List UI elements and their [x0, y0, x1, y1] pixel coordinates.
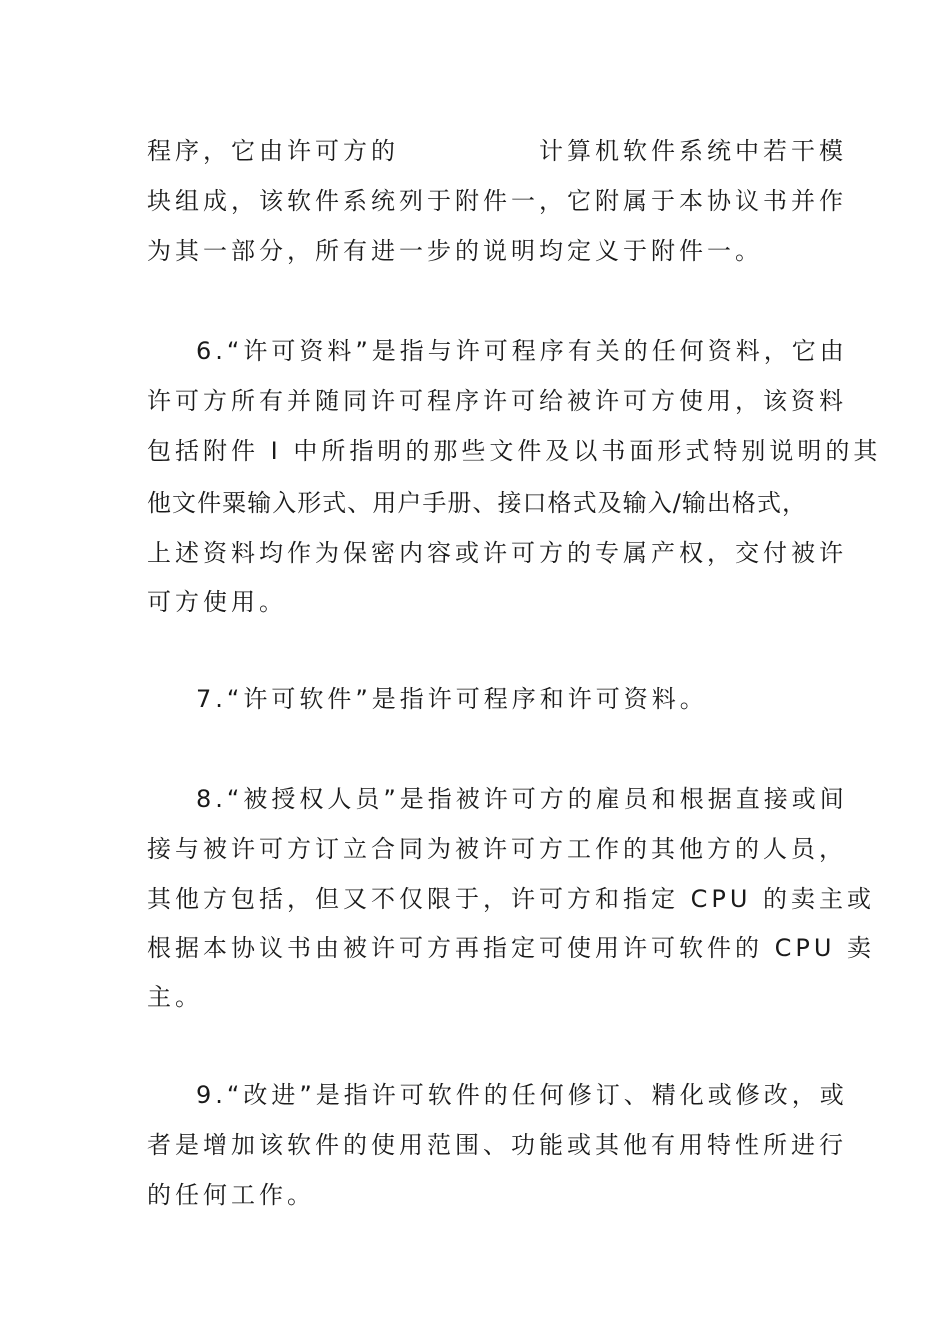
- paragraph-9-line-3: 的任何工作。: [147, 1181, 315, 1209]
- text-before-blank: 程序，它由许可方的: [147, 137, 399, 165]
- paragraph-9-line-2: 者是增加该软件的使用范围、功能或其他有用特性所进行: [147, 1131, 847, 1159]
- paragraph-6-line-1: 6.“许可资料”是指与许可程序有关的任何资料，它由: [196, 337, 848, 365]
- paragraph-7-line-1: 7.“许可软件”是指许可程序和许可资料。: [196, 685, 708, 713]
- paragraph-8-line-2: 接与被许可方订立合同为被许可方工作的其他方的人员，: [147, 835, 847, 863]
- paragraph-9-line-1: 9.“改进”是指许可软件的任何修订、精化或修改，或: [196, 1081, 848, 1109]
- paragraph-6-line-3: 包括附件 I 中所指明的那些文件及以书面形式特别说明的其: [147, 437, 882, 465]
- paragraph-6-line-4: 他文件粟输入形式、用户手册、接口格式及输入/输出格式，: [147, 489, 807, 517]
- paragraph-6-line-5: 上述资料均作为保密内容或许可方的专属产权，交付被许: [147, 539, 847, 567]
- paragraph-8-line-4: 根据本协议书由被许可方再指定可使用许可软件的 CPU 卖: [147, 934, 876, 962]
- paragraph-continuation-line-1: [147, 136, 847, 166]
- paragraph-8-line-5: 主。: [147, 983, 203, 1011]
- paragraph-continuation-line-2: 块组成，该软件系统列于附件一，它附属于本协议书并作: [147, 187, 847, 215]
- paragraph-8-line-3: 其他方包括，但又不仅限于，许可方和指定 CPU 的卖主或: [147, 885, 876, 913]
- paragraph-8-line-1: 8.“被授权人员”是指被许可方的雇员和根据直接或间: [196, 785, 848, 813]
- paragraph-continuation-line-3: 为其一部分，所有进一步的说明均定义于附件一。: [147, 237, 763, 265]
- paragraph-6-line-2: 许可方所有并随同许可程序许可给被许可方使用，该资料: [147, 387, 847, 415]
- text-after-blank: 计算机软件系统中若干模: [539, 137, 847, 165]
- paragraph-6-line-6: 可方使用。: [147, 588, 287, 616]
